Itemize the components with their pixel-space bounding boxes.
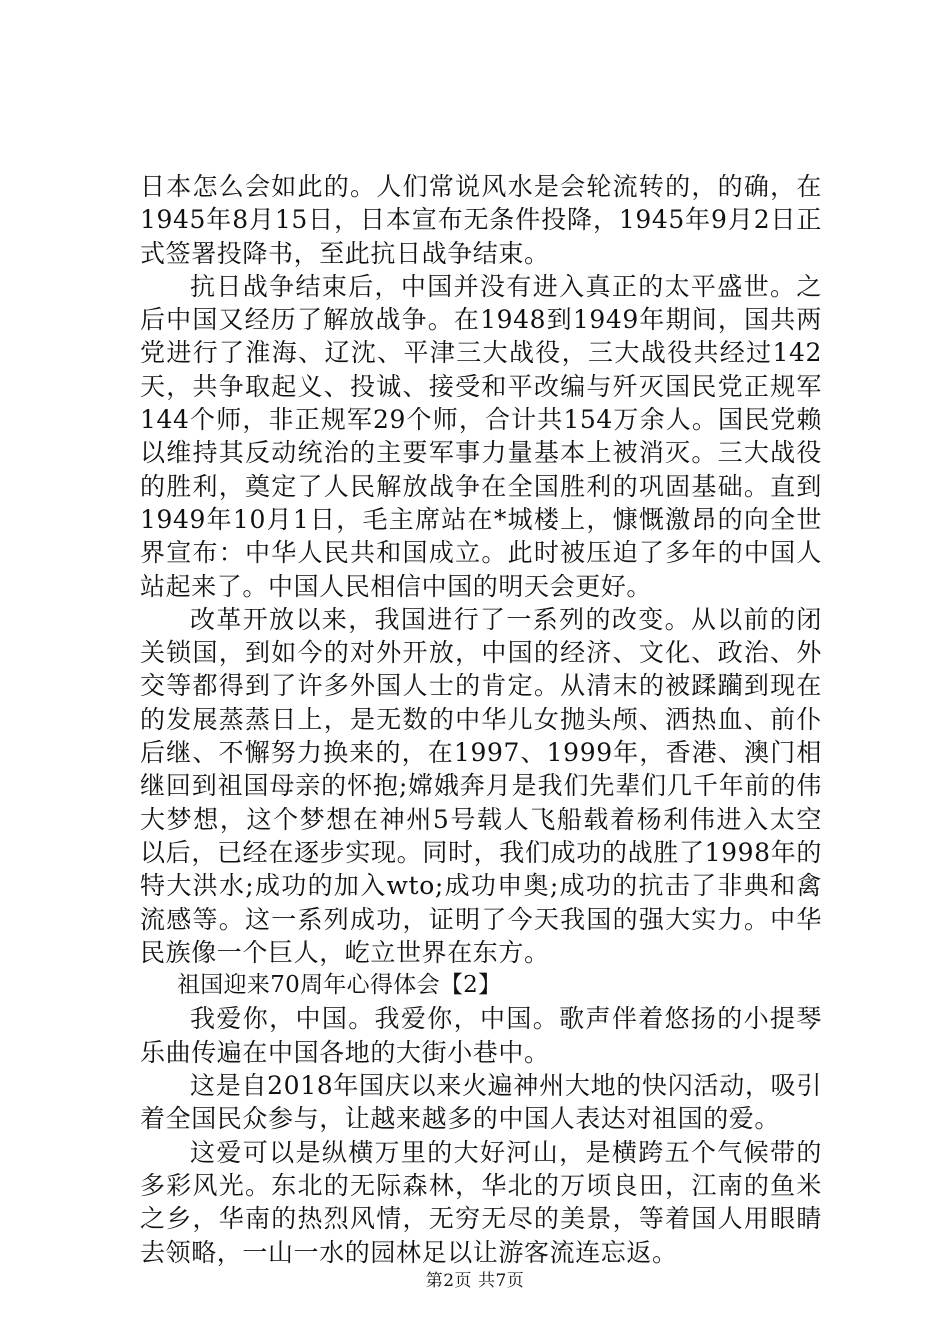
paragraph-6: 这爱可以是纵横万里的大好河山，是横跨五个气候带的多彩风光。东北的无际森林，华北的万顷良田，江南的鱼米之乡，华南的热烈风情，无穷无尽的美景，等着国人用眼睛去领略，一山一水的园林足以让游客流连忘返。 xyxy=(140,1137,822,1267)
page-number-footer: 第2页 共7页 xyxy=(425,1271,525,1291)
paragraph-1: 日本怎么会如此的。人们常说风水是会轮流转的，的确，在1945年8月15日，日本宣布无条件投降，1945年9月2日正式签署投降书，至此抗日战争结束。 xyxy=(140,172,822,268)
paragraph-2: 抗日战争结束后，中国并没有进入真正的太平盛世。之后中国又经历了解放战争。在1948到1949年期间，国共两党进行了淮海、辽沈、平津三大战役，三大战役共经过142天，共争取起义、投诚、接受和平改编与歼灭国民党正规军144个师，非正规军29个师，合计共154万余人。国民党赖以维持其反动统治的主要军事力量基本上被消灭。三大战役的胜利，奠定了人民解放战争在全国胜利的巩固基础。直到1949年10月1日，毛主席站在*城楼上，慷慨激昂的向全世界宣布：中华人民共和国成立。此时被压迫了多年的中国人站起来了。中国人民相信中国的明天会更好。 xyxy=(140,271,822,601)
document-body xyxy=(140,170,822,1269)
paragraph-4: 我爱你，中国。我爱你，中国。歌声伴着悠扬的小提琴乐曲传遍在中国各地的大街小巷中。 xyxy=(140,1004,822,1067)
paragraph-5: 这是自2018年国庆以来火遍神州大地的快闪活动，吸引着全国民众参与，让越来越多的中国人表达对祖国的爱。 xyxy=(140,1071,822,1134)
section-heading: 祖国迎来70周年心得体会【2】 xyxy=(177,972,502,999)
paragraph-3: 改革开放以来，我国进行了一系列的改变。从以前的闭关锁国，到如今的对外开放，中国的经济、文化、政治、外交等都得到了许多外国人士的肯定。从清末的被蹂躏到现在的发展蒸蒸日上，是无数的中华儿女抛头颅、洒热血、前仆后继、不懈努力换来的，在1997、1999年，香港、澳门相继回到祖国母亲的怀抱;嫦娥奔月是我们先辈们几千年前的伟大梦想，这个梦想在神州5号载人飞船载着杨利伟进入太空以后，已经在逐步实现。同时，我们成功的战胜了1998年的特大洪水;成功的加入wto;成功申奥;成功的抗击了非典和禽流感等。这一系列成功，证明了今天我国的强大实力。中华民族像一个巨人，屹立世界在东方。 xyxy=(140,604,822,967)
